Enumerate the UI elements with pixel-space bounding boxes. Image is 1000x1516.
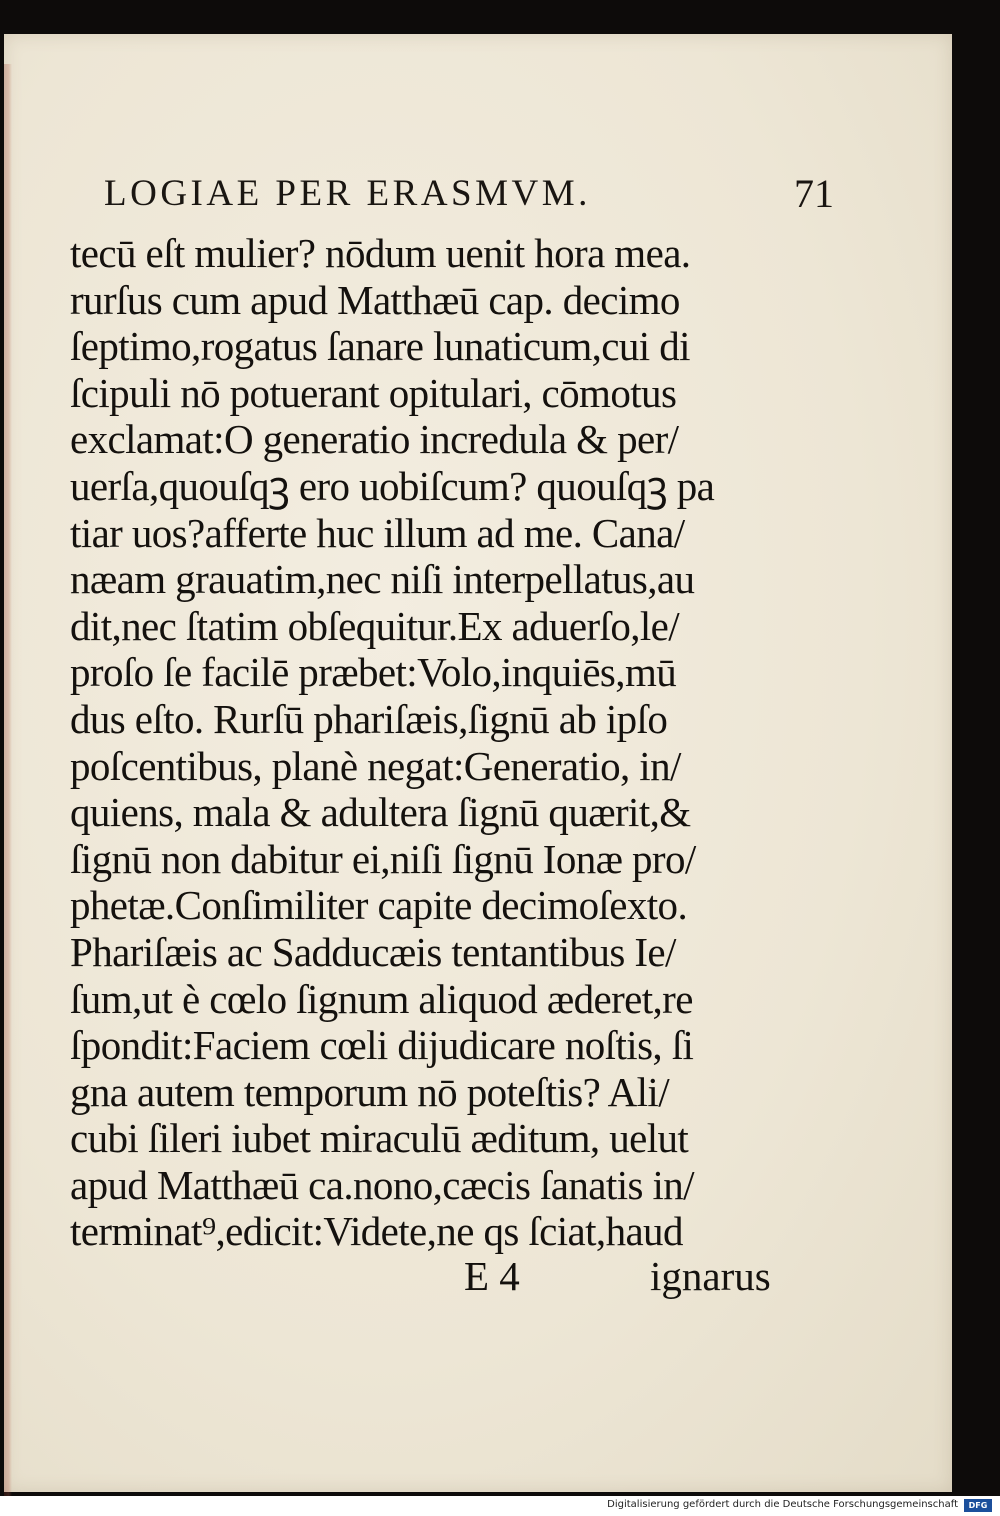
- body-text: [70, 230, 790, 1255]
- text-line: terminat⁹,edicit:Videte,ne qs ſciat,haud: [70, 1208, 683, 1255]
- credit-text: Digitalisierung gefördert durch die Deutsche Forschungsgemeinschaft: [607, 1499, 958, 1510]
- text-line: phetæ.Conſimiliter capite decimoſexto.: [70, 882, 688, 929]
- book-page: [4, 34, 952, 1492]
- text-line: tiar uos?afferte huc illum ad me. Cana/: [70, 509, 685, 556]
- text-line: Phariſæis ac Sadducæis tentantibus Ie/: [70, 928, 676, 975]
- text-line: ſpondit:Faciem cœli dijudicare noſtis, ſi: [70, 1022, 694, 1069]
- text-line: cubi ſileri iubet miraculū æditum, uelut: [70, 1115, 689, 1162]
- page-edge: [4, 64, 12, 1504]
- text-line: tecū eſt mulier? nōdum uenit hora mea.: [70, 230, 691, 276]
- text-line: dit,nec ſtatim obſequitur.Ex aduerſo,le/: [70, 602, 680, 649]
- text-line: næam grauatim,nec niſi interpellatus,au: [70, 556, 695, 603]
- text-line: rurſus cum apud Matthæū cap. decimo: [70, 276, 680, 323]
- credit-bar: [0, 1496, 1000, 1516]
- text-line: apud Matthæū ca.nono,cæcis ſanatis in/: [70, 1161, 694, 1208]
- text-line: quiens, mala & adultera ſignū quærit,&: [70, 789, 691, 836]
- text-line: ſcipuli nō potuerant opitulari, cōmotus: [70, 369, 677, 416]
- text-line: uerſa,quouſqꝫ ero uobiſcum? quouſqꝫ pa: [70, 462, 715, 509]
- signature-mark: E 4: [464, 1253, 520, 1299]
- text-line: ſeptimo,rogatus ſanare lunaticum,cui di: [70, 323, 690, 370]
- text-line: ſignū non dabitur ei,niſi ſignū Ionæ pro/: [70, 835, 696, 882]
- text-line: gna autem temporum nō poteſtis? Ali/: [70, 1068, 669, 1115]
- text-line: poſcentibus, planè negat:Generatio, in/: [70, 742, 681, 789]
- dfg-logo-icon: DFG: [964, 1499, 992, 1512]
- text-line: exclamat:O generatio incredula & per/: [70, 416, 679, 463]
- page-footer: [70, 1252, 790, 1302]
- text-line: dus eſto. Rurſū phariſæis,ſignū ab ipſo: [70, 695, 668, 742]
- running-title: LOGIAE PER ERASMVM.: [104, 173, 591, 214]
- page-number: 71: [794, 171, 834, 216]
- catchword: ignarus: [650, 1253, 771, 1299]
- text-line: proſo ſe facilē præbet:Volo,inquiēs,mū: [70, 649, 677, 696]
- text-line: ſum,ut è cœlo ſignum aliquod æderet,re: [70, 975, 693, 1022]
- page-header: [104, 172, 864, 222]
